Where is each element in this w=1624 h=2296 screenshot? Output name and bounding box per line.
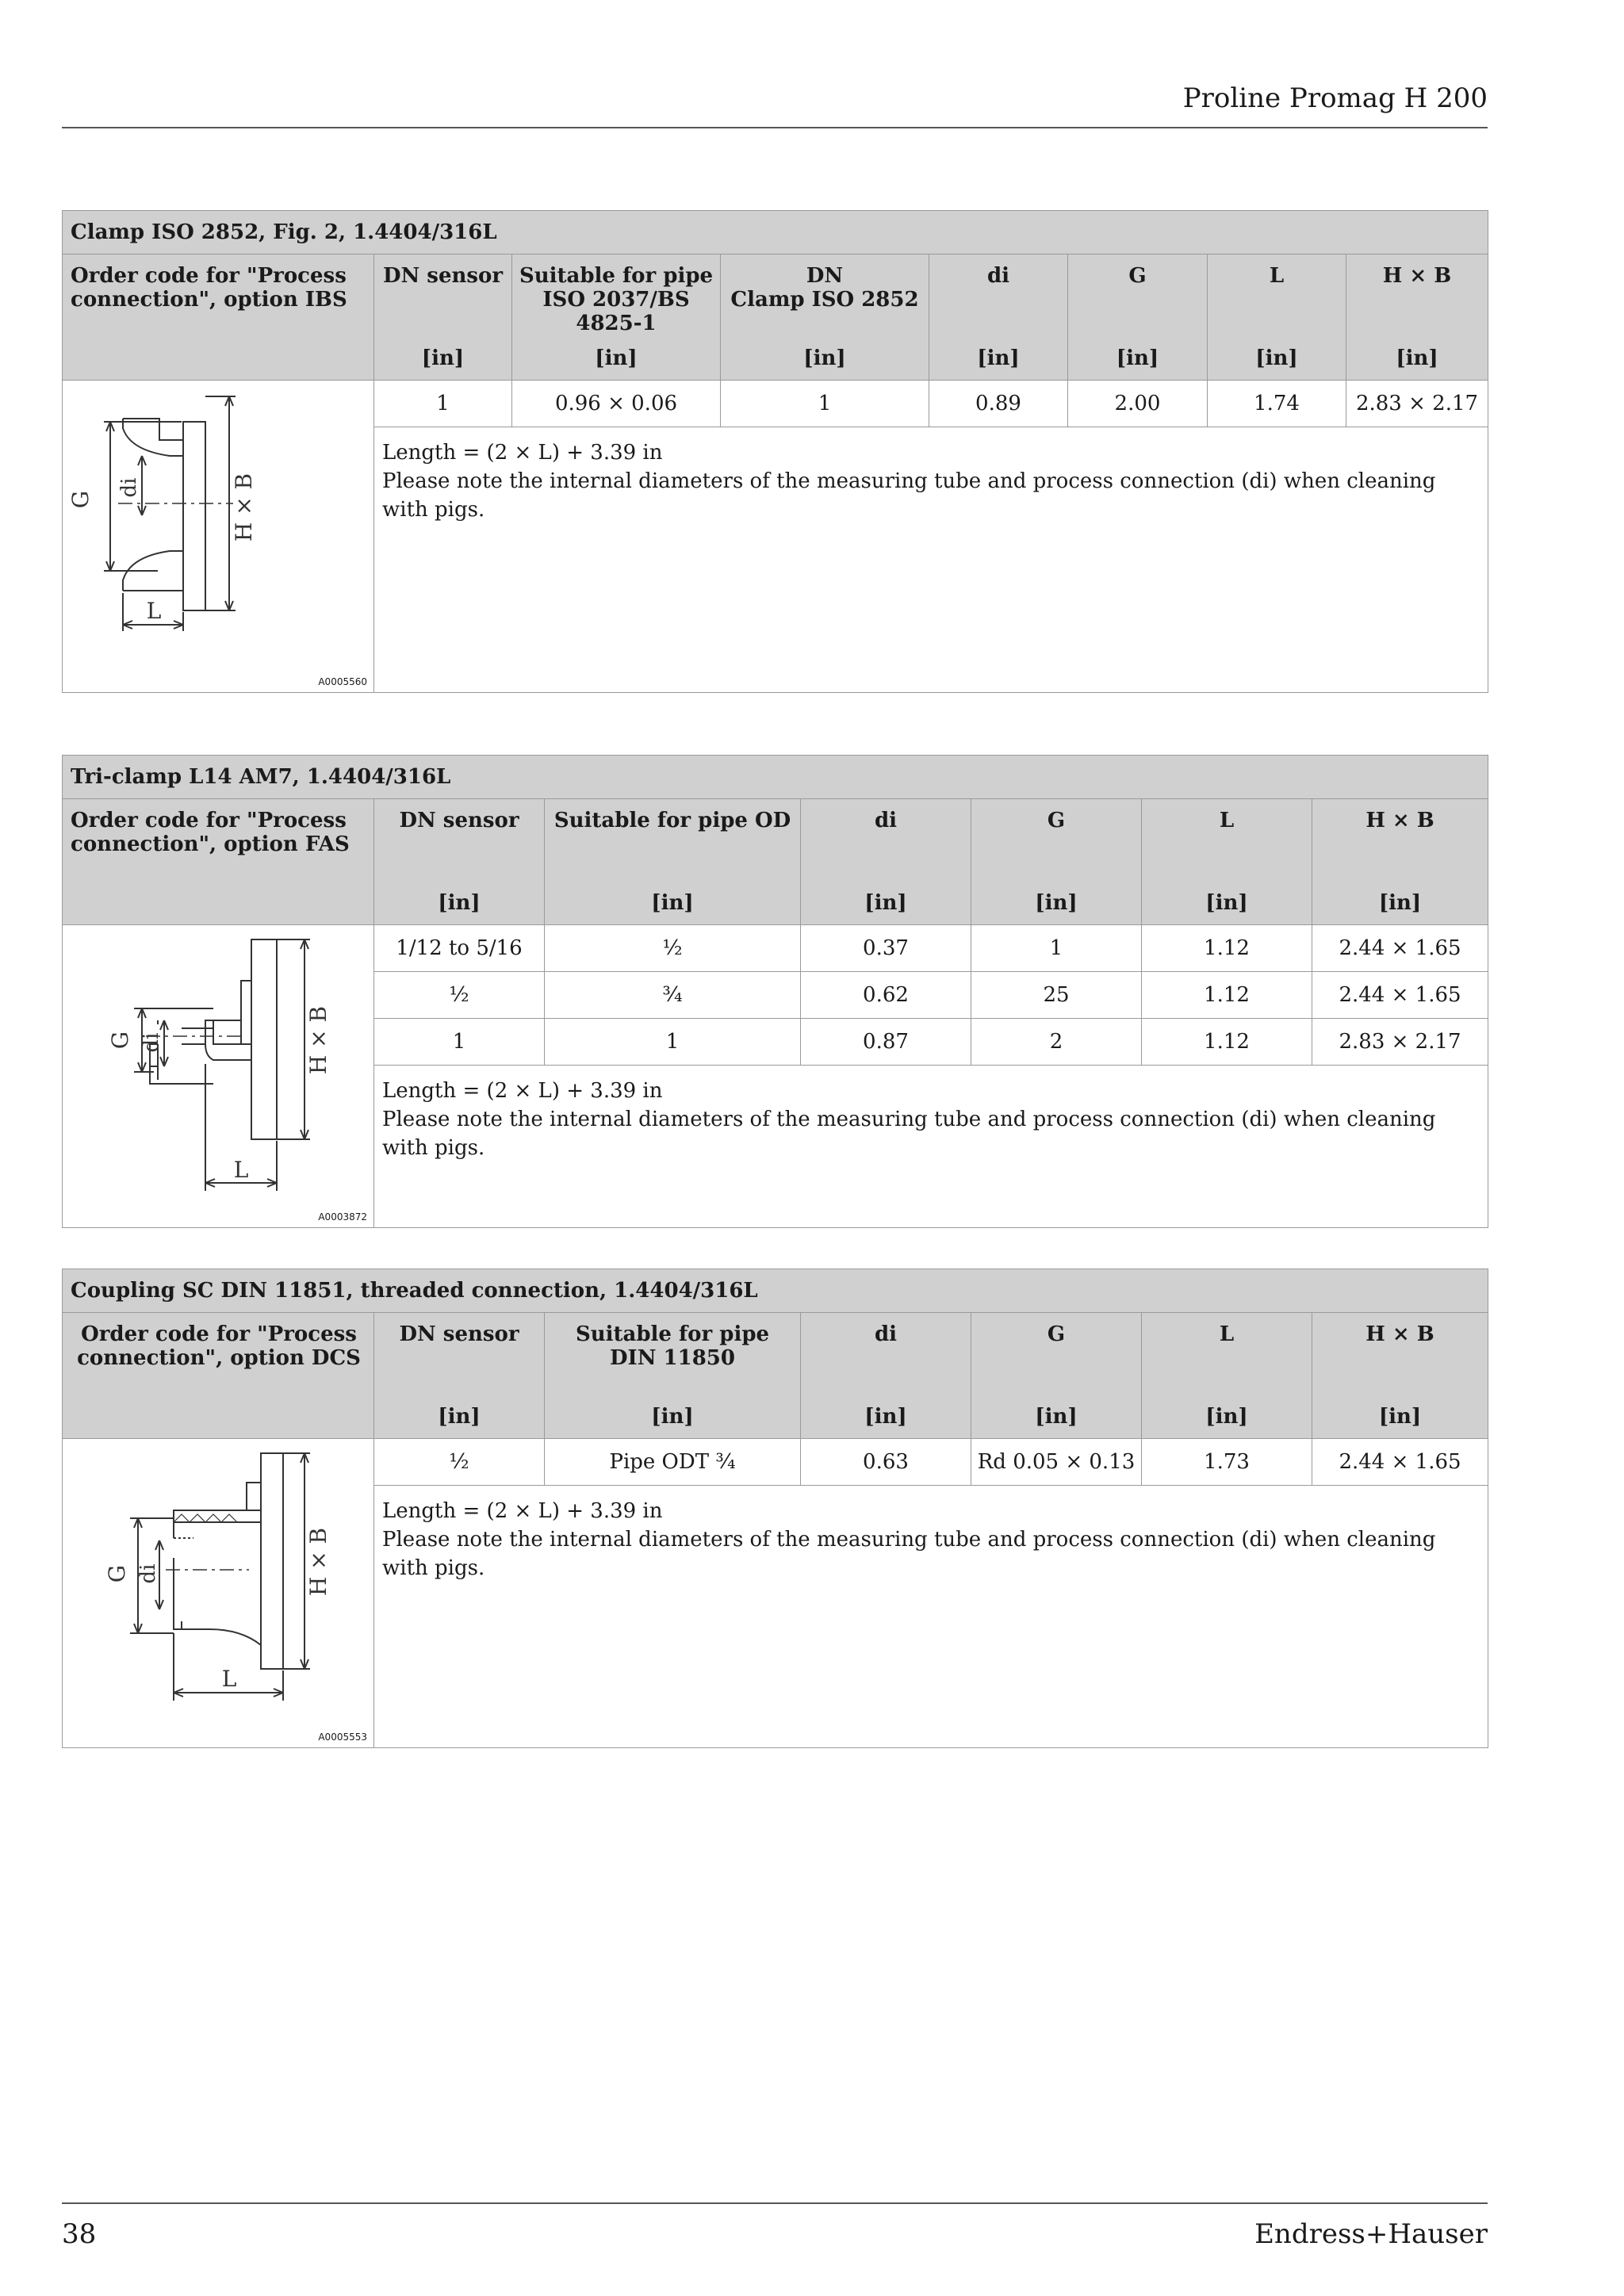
header-l: L xyxy=(1142,799,1312,882)
footer-rule xyxy=(62,2202,1488,2204)
note-length: Length = (2 × L) + 3.39 in xyxy=(382,441,663,465)
dim-label-hxb: H × B xyxy=(305,1527,331,1597)
header-dn-sensor: DN sensor xyxy=(374,254,512,338)
cell-value: 0.96 × 0.06 xyxy=(512,381,721,427)
dim-label-l: L xyxy=(233,1157,249,1183)
unit-label: [in] xyxy=(374,1395,545,1439)
unit-label: [in] xyxy=(1068,337,1208,381)
note-pigs: Please note the internal diameters of the measuring tube and process connection (di) when cleaning with pigs. xyxy=(382,1528,1436,1580)
table-title: Tri-clamp L14 AM7, 1.4404/316L xyxy=(63,756,1488,799)
unit-label: [in] xyxy=(971,1395,1142,1439)
unit-label: [in] xyxy=(1312,882,1488,925)
header-g: G xyxy=(1068,254,1208,338)
header-g: G xyxy=(971,1313,1142,1396)
coupling-drawing-cell xyxy=(63,1439,374,1748)
cell-value: 1.12 xyxy=(1142,972,1312,1019)
cell-value: 1 xyxy=(545,1019,801,1066)
cell-value: 1.12 xyxy=(1142,925,1312,972)
cell-value: 2.44 × 1.65 xyxy=(1312,925,1488,972)
cell-value: 0.87 xyxy=(801,1019,971,1066)
header-l: L xyxy=(1142,1313,1312,1396)
figure-code: A0005553 xyxy=(318,1732,367,1743)
header-suitable-pipe: Suitable for pipe OD xyxy=(545,799,801,882)
table-note xyxy=(374,1486,1488,1748)
unit-label: [in] xyxy=(971,882,1142,925)
header-order-code: Order code for "Process connection", option DCS xyxy=(63,1313,374,1396)
header-l: L xyxy=(1208,254,1346,338)
tri-clamp-drawing xyxy=(63,925,374,1226)
unit-label: [in] xyxy=(929,337,1068,381)
cell-value: 0.89 xyxy=(929,381,1068,427)
dim-label-di: di xyxy=(117,477,141,498)
cell-value: 2.44 × 1.65 xyxy=(1312,972,1488,1019)
dim-label-g: G xyxy=(107,1031,133,1050)
unit-label: [in] xyxy=(1142,1395,1312,1439)
cell-value: 25 xyxy=(971,972,1142,1019)
cell-value: 1.74 xyxy=(1208,381,1346,427)
cell-value: 2.44 × 1.65 xyxy=(1312,1439,1488,1486)
unit-label: [in] xyxy=(721,337,929,381)
cell-value: 0.62 xyxy=(801,972,971,1019)
cell-value: 1 xyxy=(374,381,512,427)
cell-value: 2 xyxy=(971,1019,1142,1066)
footer-brand: Endress+Hauser xyxy=(1254,2218,1488,2250)
cell-value: 1.73 xyxy=(1142,1439,1312,1486)
header-hxb: H × B xyxy=(1312,1313,1488,1396)
dim-label-l: L xyxy=(221,1666,237,1692)
cell-value: 1.12 xyxy=(1142,1019,1312,1066)
coupling-sc-din-11851-table xyxy=(62,1269,1488,1748)
cell-value: 0.63 xyxy=(801,1439,971,1486)
unit-label: [in] xyxy=(545,882,801,925)
dim-label-g: G xyxy=(104,1564,130,1583)
table-title: Coupling SC DIN 11851, threaded connection, 1.4404/316L xyxy=(63,1269,1488,1313)
header-di: di xyxy=(801,799,971,882)
cell-value: 1 xyxy=(721,381,929,427)
header-suitable-pipe: Suitable for pipe DIN 11850 xyxy=(545,1313,801,1396)
figure-code: A0005560 xyxy=(318,676,367,687)
unit-label: [in] xyxy=(1142,882,1312,925)
unit-label: [in] xyxy=(1312,1395,1488,1439)
header-hxb: H × B xyxy=(1312,799,1488,882)
header-dn-clamp: DN Clamp ISO 2852 xyxy=(721,254,929,338)
dim-label-hxb: H × B xyxy=(231,473,257,542)
cell-value: 1/12 to 5/16 xyxy=(374,925,545,972)
header-dn-sensor: DN sensor xyxy=(374,1313,545,1396)
cell-value: Rd 0.05 × 0.13 xyxy=(971,1439,1142,1486)
clamp-iso-2852-table xyxy=(62,210,1488,693)
unit-label: [in] xyxy=(1208,337,1346,381)
cell-value: Pipe ODT ¾ xyxy=(545,1439,801,1486)
note-length: Length = (2 × L) + 3.39 in xyxy=(382,1079,663,1103)
cell-value: 2.00 xyxy=(1068,381,1208,427)
header-suitable-pipe: Suitable for pipe ISO 2037/BS 4825-1 xyxy=(512,254,721,338)
header-hxb: H × B xyxy=(1346,254,1488,338)
cell-value: ½ xyxy=(545,925,801,972)
table-note xyxy=(374,1066,1488,1228)
table-row xyxy=(63,381,1488,427)
tri-clamp-l14-am7-table xyxy=(62,755,1488,1228)
tri-clamp-drawing-cell xyxy=(63,925,374,1228)
dim-label-g: G xyxy=(67,490,94,509)
header-di: di xyxy=(801,1313,971,1396)
note-length: Length = (2 × L) + 3.39 in xyxy=(382,1499,663,1523)
unit-label: [in] xyxy=(801,1395,971,1439)
header-rule xyxy=(62,127,1488,128)
clamp-iso-2852-drawing xyxy=(63,381,374,633)
clamp-drawing xyxy=(63,381,374,693)
cell-value: ½ xyxy=(374,1439,545,1486)
header-order-code: Order code for "Process connection", option IBS xyxy=(63,254,374,338)
header-g: G xyxy=(971,799,1142,882)
header-order-code: Order code for "Process connection", option FAS xyxy=(63,799,374,882)
unit-label: [in] xyxy=(512,337,721,381)
figure-code: A0003872 xyxy=(318,1211,367,1223)
page-number: 38 xyxy=(62,2218,97,2250)
unit-label: [in] xyxy=(801,882,971,925)
unit-label: [in] xyxy=(1346,337,1488,381)
header-dn-sensor: DN sensor xyxy=(374,799,545,882)
table-note xyxy=(374,427,1488,693)
cell-value: 0.37 xyxy=(801,925,971,972)
cell-value: ½ xyxy=(374,972,545,1019)
dim-label-di: di xyxy=(140,1032,163,1053)
cell-value: 2.83 × 2.17 xyxy=(1312,1019,1488,1066)
table-row xyxy=(63,925,1488,972)
cell-value: 1 xyxy=(971,925,1142,972)
table-title: Clamp ISO 2852, Fig. 2, 1.4404/316L xyxy=(63,211,1488,254)
cell-value: 2.83 × 2.17 xyxy=(1346,381,1488,427)
table-row xyxy=(63,1439,1488,1486)
dim-label-l: L xyxy=(146,598,162,624)
unit-label: [in] xyxy=(374,882,545,925)
cell-value: 1 xyxy=(374,1019,545,1066)
unit-label: [in] xyxy=(374,337,512,381)
document-header-title: Proline Promag H 200 xyxy=(1182,82,1488,114)
dim-label-di: di xyxy=(136,1563,160,1584)
cell-value: ¾ xyxy=(545,972,801,1019)
note-pigs: Please note the internal diameters of the measuring tube and process connection (di) when cleaning with pigs. xyxy=(382,469,1436,522)
header-di: di xyxy=(929,254,1068,338)
note-pigs: Please note the internal diameters of the measuring tube and process connection (di) when cleaning with pigs. xyxy=(382,1108,1436,1160)
dim-label-hxb: H × B xyxy=(305,1005,331,1075)
unit-label: [in] xyxy=(545,1395,801,1439)
coupling-sc-din-11851-drawing xyxy=(63,1439,374,1737)
